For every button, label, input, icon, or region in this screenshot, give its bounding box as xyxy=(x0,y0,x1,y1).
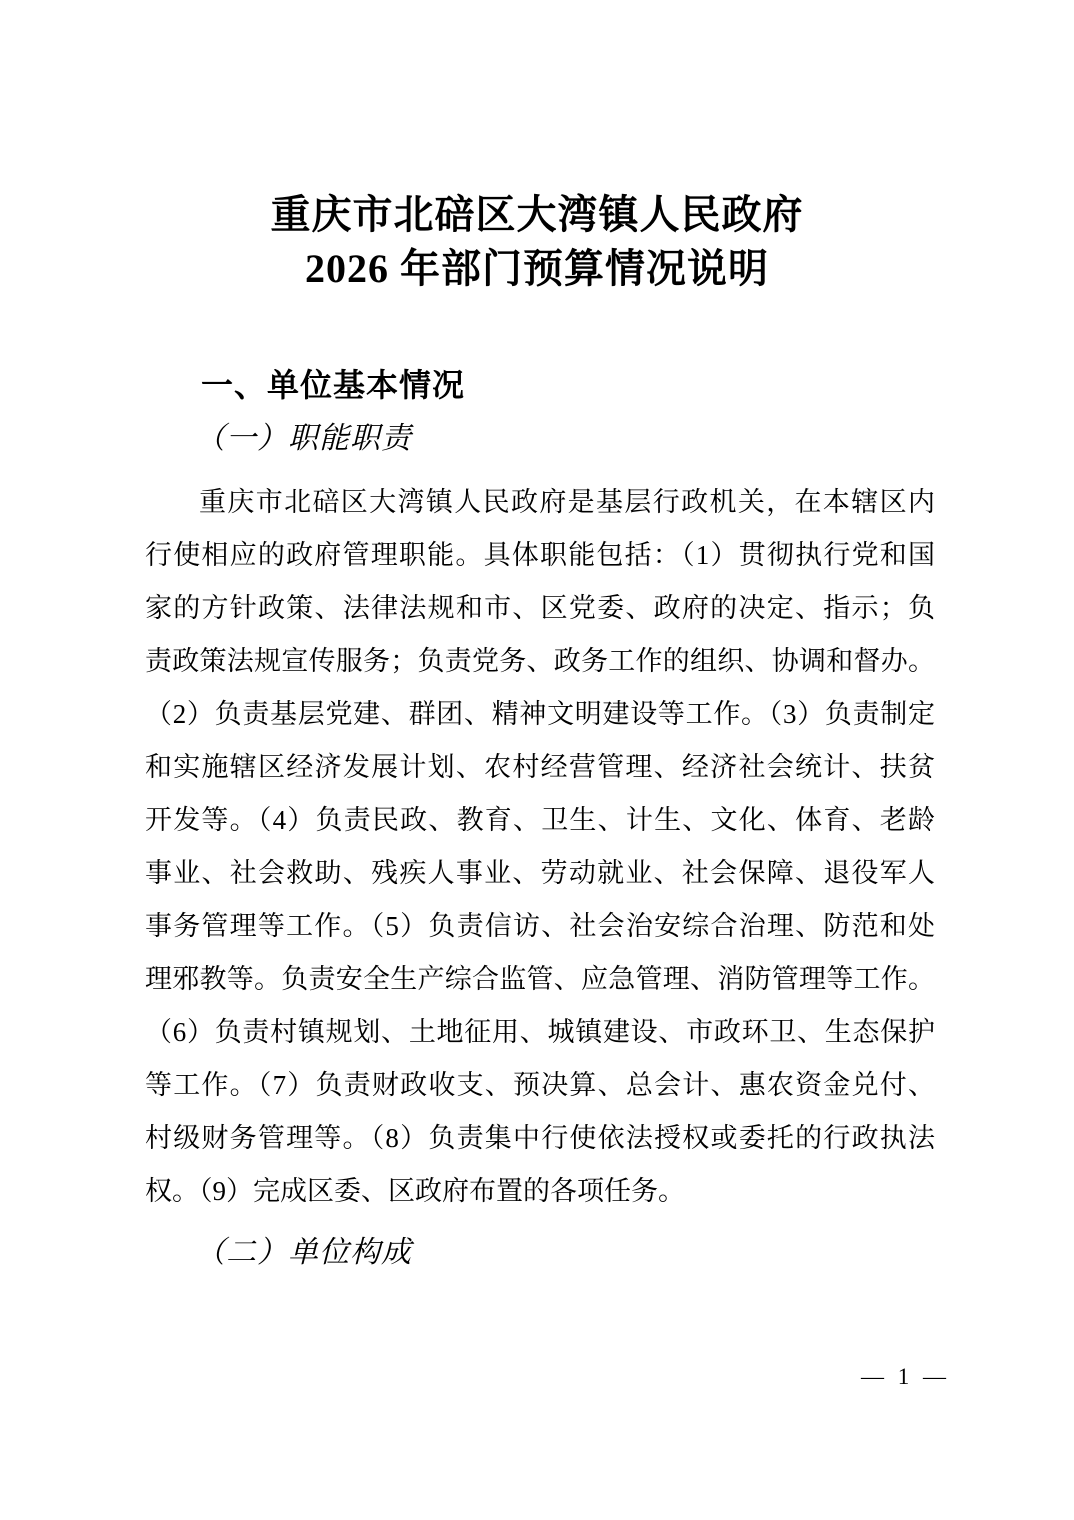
body-line: 重庆市北碚区大湾镇人民政府是基层行政机关，在本辖区内 xyxy=(199,487,935,517)
body-line: 行使相应的政府管理职能。具体职能包括：（1）贯彻执行党和国 xyxy=(145,540,935,570)
body-line: （6）负责村镇规划、土地征用、城镇建设、市政环卫、生态保护 xyxy=(145,1017,935,1047)
subsection-heading-duties: （一）职能职责 xyxy=(195,422,412,455)
document-title-line2: 2026 年部门预算情况说明 xyxy=(305,246,769,291)
body-line: 权。（9）完成区委、区政府布置的各项任务。 xyxy=(145,1176,685,1206)
body-line: 家的方针政策、法律法规和市、区党委、政府的决定、指示；负 xyxy=(145,593,935,623)
body-line: 开发等。（4）负责民政、教育、卫生、计生、文化、体育、老龄 xyxy=(145,805,935,835)
body-line: 等工作。（7）负责财政收支、预决算、总会计、惠农资金兑付、 xyxy=(145,1070,935,1100)
body-line: 责政策法规宣传服务；负责党务、政务工作的组织、协调和督办。 xyxy=(145,646,935,676)
body-line: 村级财务管理等。（8）负责集中行使依法授权或委托的行政执法 xyxy=(145,1123,935,1153)
body-line: 事业、社会救助、残疾人事业、劳动就业、社会保障、退役军人 xyxy=(145,858,935,888)
body-line: 和实施辖区经济发展计划、农村经营管理、经济社会统计、扶贫 xyxy=(145,752,935,782)
duties-paragraph xyxy=(145,476,935,1218)
body-line: 理邪教等。负责安全生产综合监管、应急管理、消防管理等工作。 xyxy=(145,964,935,994)
subsection-heading-composition: （二）单位构成 xyxy=(195,1236,412,1269)
body-line: （2）负责基层党建、群团、精神文明建设等工作。（3）负责制定 xyxy=(145,699,935,729)
document-title-line1: 重庆市北碚区大湾镇人民政府 xyxy=(270,192,804,237)
section-heading-basic-info: 一、单位基本情况 xyxy=(201,367,466,403)
document-body xyxy=(145,358,935,1280)
body-line: 事务管理等工作。（5）负责信访、社会治安综合治理、防范和处 xyxy=(145,911,935,941)
document-title xyxy=(0,188,1074,296)
page-number: — 1 — xyxy=(861,1364,950,1389)
